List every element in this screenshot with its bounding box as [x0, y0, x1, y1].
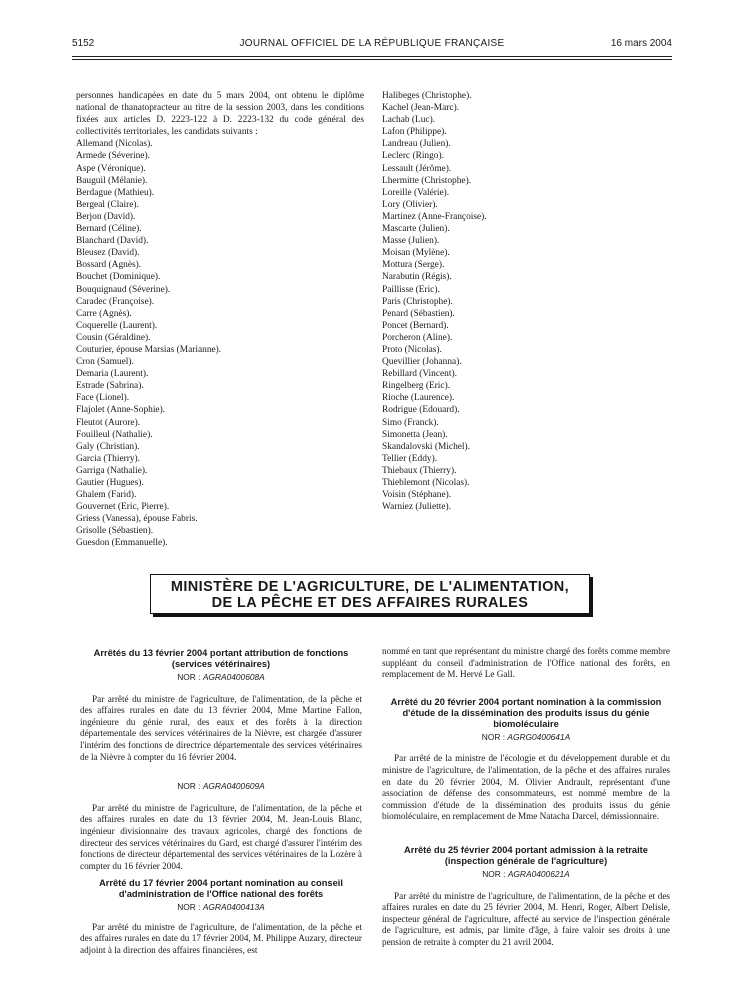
article-body: Par arrêté de la ministre de l'écologie et du développement durable et du ministre de l'agriculture, de l'alimentation, de la pêche et des affaires rurales en date du 20 février 2004, M. Olivier Andrault, représentant d'une association de défense des consommateurs, est nommé membre de la commission d'étude de la dissémination des produits issus du génie biomoléculaire, en remplacement de Mme Natacha Darcel, démissionnaire.	[382, 753, 670, 822]
issue-date: 16 mars 2004	[610, 38, 672, 49]
name-entry: Lory (Olivier).	[382, 199, 438, 210]
name-entry: Paris (Christophe).	[382, 296, 453, 307]
name-entry: Thieblemont (Nicolas).	[382, 478, 470, 488]
name-entry: Griess (Vanessa), épouse Fabris.	[76, 514, 198, 525]
name-entry: Halibeges (Christophe).	[382, 91, 472, 101]
name-entry: Bossard (Agnès).	[76, 260, 142, 271]
left-column	[76, 90, 364, 550]
right-article-column	[382, 646, 670, 949]
name-entry: Masse (Julien).	[382, 236, 440, 247]
article-arrete-17-fevrier	[80, 878, 362, 956]
article-continuation: nommé en tant que représentant du ministre chargé des forêts comme membre suppléant du conseil d'administration de l'Office national des forêts, en remplacement de M. Hervé Le Gall.	[382, 646, 670, 680]
header-rule-bottom	[72, 59, 672, 60]
name-entry: Bergeal (Claire).	[76, 199, 139, 210]
name-entry: Garriga (Nathalie).	[76, 465, 148, 476]
article-body: Par arrêté du ministre de l'agriculture, de l'alimentation, de la pêche et des affaires rurales en date du 17 février 2004, M. Philippe Auzary, directeur adjoint à la direction des affaires financières, est	[80, 921, 362, 955]
name-entry: Lessault (Jérôme).	[382, 163, 452, 174]
name-entry: Berdague (Mathieu).	[76, 187, 155, 198]
name-entry: Rodrigue (Edouard).	[382, 405, 460, 416]
name-entry: Kachel (Jean-Marc).	[382, 103, 460, 114]
name-entry: Bauguil (Mélanie).	[76, 175, 148, 186]
name-entry: Bouchet (Dominique).	[76, 272, 161, 283]
name-entry: Gautier (Hugues).	[76, 478, 144, 488]
name-entry: Proto (Nicolas).	[382, 344, 442, 355]
name-entry: Estrade (Sabrina).	[76, 381, 144, 392]
name-entry: Galy (Christian).	[76, 441, 140, 452]
name-entry: Couturier, épouse Marsias (Marianne).	[76, 344, 222, 355]
name-entry: Face (Lionel).	[76, 393, 130, 404]
article-title: Arrêtés du 13 février 2004 portant attribution de fonctions (services vétérinaires)	[93, 648, 349, 669]
name-entry: Berjon (David).	[76, 211, 136, 222]
name-entry: Ghalem (Farid).	[76, 490, 137, 501]
name-entry: Poncet (Bernard).	[382, 320, 449, 331]
article-body: Par arrêté du ministre de l'agriculture, de l'alimentation, de la pêche et des affaires rurales en date du 25 février 2004, M. Henri, Roger, Albert Delisle, inspecteur général de l'agriculture, affecté au service de l'inspection générale de l'agriculture, est admis, par limite d'âge, à faire valoir ses droits à une pension de retraite à compter du 21 avril 2004.	[382, 890, 670, 947]
intro-paragraph: personnes handicapées en date du 5 mars 2004, ont obtenu le diplôme national de thanatopracteur au titre de la session 2003, dans les conditions fixées aux articles D. 2223-122 à D. 2223-132 du code général des collectivités territoriales, les candidats suivants :	[76, 91, 364, 138]
name-entry: Coquerelle (Laurent).	[76, 320, 158, 331]
journal-title: JOURNAL OFFICIEL DE LA RÉPUBLIQUE FRANÇAISE	[239, 38, 505, 49]
name-entry: Fouilleul (Nathalie).	[76, 429, 153, 440]
article-title: Arrêté du 17 février 2004 portant nomination au conseil d'administration de l'Office national des forêts	[99, 878, 343, 899]
name-entry: Ringelberg (Eric).	[382, 381, 451, 392]
name-entry: Carre (Agnès).	[76, 308, 132, 319]
name-entry: Cousin (Géraldine).	[76, 332, 151, 343]
nor-reference: NOR : AGRA0400608A	[177, 672, 265, 682]
name-entry: Martinez (Anne-Françoise).	[382, 211, 487, 222]
name-entry: Narabutin (Régis).	[382, 272, 452, 283]
name-entry: Lhermitte (Christophe).	[382, 175, 472, 186]
nor-reference: NOR : AGRA0400621A	[482, 868, 570, 879]
name-entry: Leclerc (Ringo).	[382, 151, 444, 162]
header-rule-top	[72, 56, 672, 57]
name-entry: Grisolle (Sébastien).	[76, 526, 154, 537]
name-entry: Tellier (Eddy).	[382, 453, 438, 464]
name-entry: Bernard (Céline).	[76, 224, 142, 235]
name-entry: Moisan (Mylène).	[382, 248, 450, 259]
nor-reference: NOR : AGRA0400609A	[177, 781, 265, 792]
name-entry: Simo (Franck).	[382, 417, 439, 428]
name-entry: Porcheron (Aline).	[382, 332, 453, 343]
right-column	[382, 90, 670, 513]
page-number: 5152	[72, 38, 95, 49]
name-entry: Quevillier (Johanna).	[382, 357, 462, 368]
right-name-list	[382, 90, 670, 513]
nor-reference: NOR : AGRG0400641A	[481, 731, 571, 742]
article-title: Arrêté du 20 février 2004 portant nomination à la commission d'étude de la dissémination des produits issus du génie biomoléculaire	[390, 696, 662, 729]
name-entry: Caradec (Françoise).	[76, 296, 155, 307]
name-entry: Fleutot (Aurore).	[76, 417, 141, 428]
name-entry: Mottura (Serge).	[382, 260, 445, 271]
ministry-banner	[150, 574, 590, 614]
name-entry: Garcia (Thierry).	[76, 453, 141, 464]
name-entry: Simonetta (Jean).	[382, 429, 448, 440]
article-arretes-13-fevrier	[80, 648, 362, 872]
page-header	[72, 38, 672, 52]
name-entry: Penard (Sébastien).	[382, 308, 455, 319]
name-entry: Gouvernet (Eric, Pierre).	[76, 502, 170, 513]
name-entry: Paillisse (Eric).	[382, 284, 440, 295]
name-entry: Rioche (Laurence).	[382, 393, 455, 404]
name-entry: Bleusez (David).	[76, 248, 140, 259]
name-entry: Bouquignaud (Séverine).	[76, 284, 171, 295]
name-entry: Loreille (Valérie).	[382, 187, 450, 198]
name-entry: Aspe (Véronique).	[76, 163, 146, 174]
ministry-line-2: DE LA PÊCHE ET DES AFFAIRES RURALES	[211, 595, 529, 611]
article-title: Arrêté du 25 février 2004 portant admission à la retraite (inspection générale de l'agriculture)	[404, 844, 648, 866]
name-entry: Thiebaux (Thierry).	[382, 465, 457, 476]
name-entry: Warniez (Juliette).	[382, 502, 452, 513]
name-entry: Voisin (Stéphane).	[382, 490, 452, 501]
article-body: Par arrêté du ministre de l'agriculture, de l'alimentation, de la pêche et des affaires rurales en date du 13 février 2004, Mme Martine Fallon, ingénieure du génie rural, des eaux et des forêts à la direction départementale des services vétérinaires de la Nièvre, est chargée d'assurer l'intérim des fonctions de directrice départementale des services vétérinaires de la Nièvre à compter du 16 février 2004.	[80, 693, 362, 762]
name-entry: Guesdon (Emmanuelle).	[76, 538, 168, 549]
name-entry: Demaria (Laurent).	[76, 369, 149, 380]
name-entry: Rebillard (Vincent).	[382, 369, 457, 380]
name-entry: Lafon (Philippe).	[382, 127, 447, 138]
name-entry: Landreau (Julien).	[382, 139, 451, 150]
name-entry: Blanchard (David).	[76, 236, 149, 247]
name-entry: Cron (Samuel).	[76, 357, 134, 368]
ministry-line-1: MINISTÈRE DE L'AGRICULTURE, DE L'ALIMENTATION,	[170, 579, 570, 595]
name-entry: Allemand (Nicolas).	[76, 139, 153, 150]
name-entry: Lachab (Luc).	[382, 115, 436, 126]
name-entry: Skandalovski (Michel).	[382, 441, 471, 452]
left-name-list	[76, 138, 364, 549]
name-entry: Armede (Séverine).	[76, 151, 150, 162]
name-entry: Mascarte (Julien).	[382, 224, 450, 235]
article-body: Par arrêté du ministre de l'agriculture, de l'alimentation, de la pêche et des affaires rurales en date du 13 février 2004, M. Jean-Louis Blanc, ingénieur divisionnaire des travaux agricoles, chargé des fonctions de directeur des services vétérinaires du Gard, est chargé d'assurer l'intérim des fonctions de directeur départemental des services vétérinaires de la Lozère à compter du 16 février 2004.	[80, 802, 362, 871]
name-entry: Flajolet (Anne-Sophie).	[76, 405, 166, 416]
nor-reference: NOR : AGRA0400413A	[177, 902, 265, 912]
